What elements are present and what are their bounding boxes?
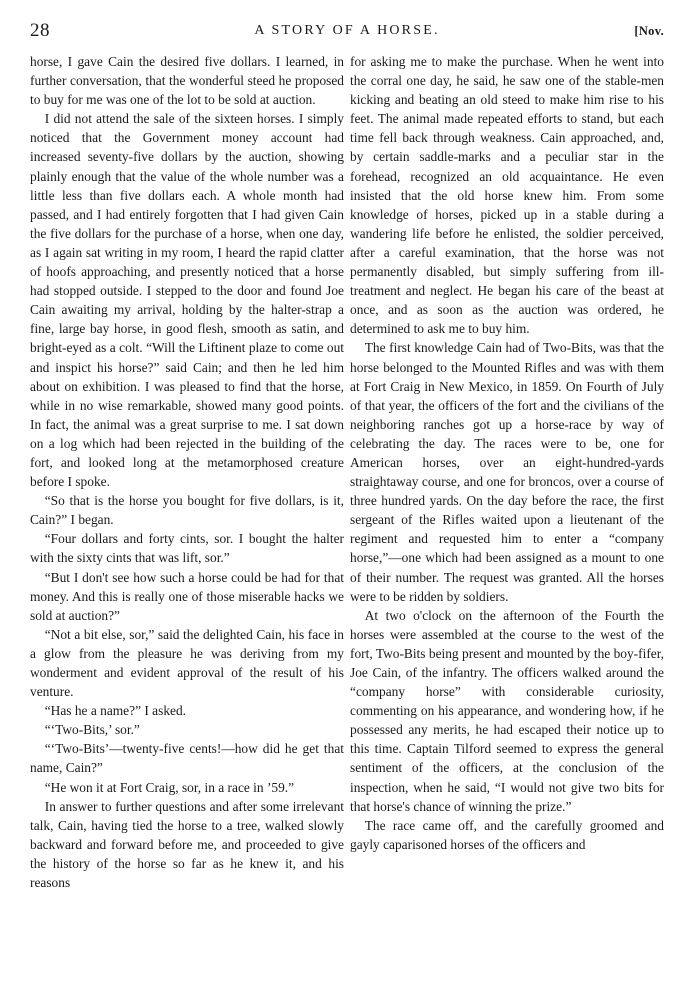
paragraph: “‘Two-Bits,’ sor.” xyxy=(44,722,140,738)
paragraph: horse, I gave Cain the desired five dollars. I learned, in further conversation, that the wonderful steed he proposed to buy for me was one of the lot to be sold at auction. xyxy=(30,54,344,108)
running-title: A STORY OF A HORSE. xyxy=(254,23,440,38)
paragraph: In answer to further questions and after some irrelevant talk, Cain, having tied the horse to a tree, walked slowly backward and forward before me, and proceeded to give the history of the horse so far as he knew it, and his reasons xyxy=(30,798,344,891)
paragraph: “Four dollars and forty cints, sor. I bought the halter with the sixty cints that was lift, sor.” xyxy=(30,531,344,566)
paragraph: “‘Two-Bits’—twenty-five cents!—how did he get that name, Cain?” xyxy=(30,741,344,776)
issue-month: [Nov. xyxy=(634,24,664,38)
paragraph: “He won it at Fort Craig, sor, in a race in ’59.” xyxy=(44,779,295,795)
paragraph: At two o'clock on the afternoon of the Fourth the horses were assembled at the course to the west of the fort, Two-Bits being present and mounted by the boy-fifer, Joe Cain, of the infantry. The officers walked around the “company horse” with considerable curiosity, commenting on his appearance, and wondering how, if he possessed any merits, he had escaped their notice up to this time. Captain Tilford seemed to express the general sentiment of the officers, at the conclusion of the inspection, when he said, “I would not give two bits for that horse's chance of winning the prize.” xyxy=(350,607,664,814)
paragraph: “So that is the horse you bought for five dollars, is it, Cain?” I began. xyxy=(30,493,344,528)
paragraph: “Not a bit else, sor,” said the delighted Cain, his face in a glow from the pleasure he was deriving from my wonderment and evident approval of the result of his venture. xyxy=(30,626,344,700)
page-number: 28 xyxy=(30,20,50,41)
paragraph: The race came off, and the carefully groomed and gayly caparisoned horses of the officers and xyxy=(350,817,664,852)
running-head xyxy=(30,20,664,50)
paragraph: I did not attend the sale of the sixteen horses. I simply noticed that the Government money account had increased seventy-five dollars by the auction, showing plainly enough that the value of the whole number was a little less than five dollars each. A whole month had passed, and I had entirely forgotten that I had given Cain the five dollars for the purchase of a horse, when one day, as I again sat writing in my room, I heard the rapid clatter of hoofs approaching, and presently noticed that a horse had stopped outside. I stepped to the door and found Joe Cain awaiting my arrival, holding by the halter-strap a fine, large bay horse, in good flesh, smooth as satin, and bright-eyed as a colt. “Will the Liftinent plaze to come out and inspict his horse?” said Cain; and then he led him about on exhibition. I was pleased to find that the horse, while in no wise remarkable, showed many good points. In fact, the animal was a great surprise to me. I sat down on a log which had been rejected in the building of the fort, and looked long at the metamorphosed creature before I spoke. xyxy=(30,111,344,490)
right-column xyxy=(350,52,664,892)
left-column xyxy=(30,52,344,892)
paragraph: “But I don't see how such a horse could be had for that money. And this is really one of those miserable hacks we sold at auction?” xyxy=(30,569,344,623)
paragraph: The first knowledge Cain had of Two-Bits, was that the horse belonged to the Mounted Rifles and was with them at Fort Craig in New Mexico, in 1859. On Fourth of July of that year, the officers of the fort and the civilians of the neighboring ranches got up a horse-race by way of celebrating the day. The races were to be, one for American horses, over an eight-hundred-yards straightaway course, and one for broncos, over a course of three hundred yards. On the day before the race, the first sergeant of the Rifles waited upon a lieutenant of the regiment and requested him to enter a “company horse,”—one which had been assigned as a mount to one of their number. The request was granted. All the horses were to be ridden by soldiers. xyxy=(350,340,664,604)
paragraph: for asking me to make the purchase. When he went into the corral one day, he said, he saw one of the stable-men kicking and beating an old steed to make him rise to his feet. The animal made repeated efforts to stand, but each time fell back through weakness. Cain approached, and, by certain saddle-marks and a peculiar star in the forehead, recognized an old acquaintance. He even insisted that the old horse knew him. From some knowledge of horses, picked up in a stable during a wandering life before he enlisted, the soldier perceived, after a careful examination, that the horse was not permanently disabled, but simply suffering from ill-treatment and neglect. He began his care of the beast at once, and as soon as the auction was ordered, he determined to ask me to buy him. xyxy=(350,54,664,337)
paragraph: “Has he a name?” I asked. xyxy=(44,703,187,719)
text-columns xyxy=(30,52,664,892)
